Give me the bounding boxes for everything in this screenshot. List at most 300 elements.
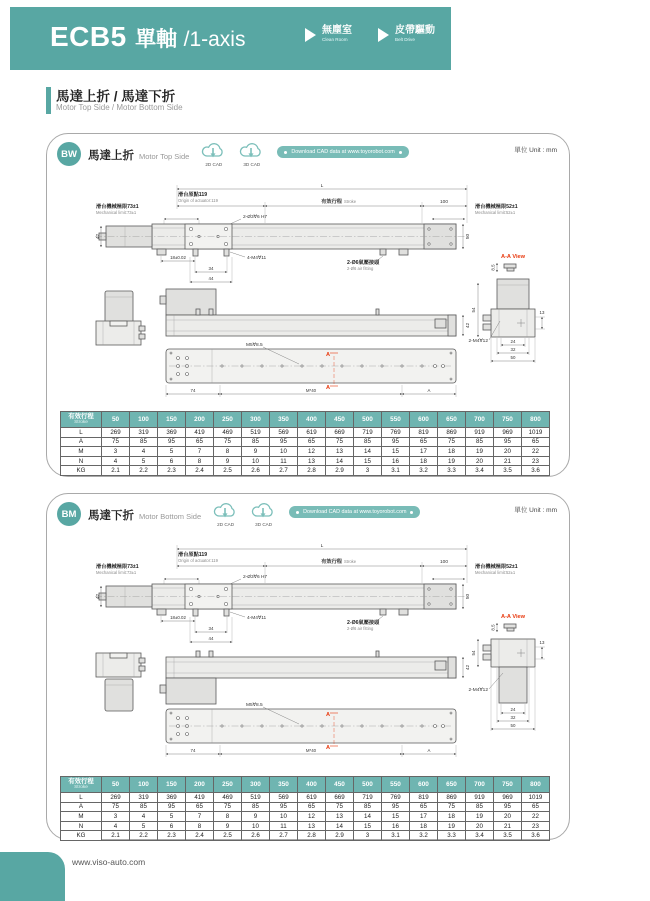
table-cell: 65 bbox=[522, 802, 550, 812]
table-cell: 819 bbox=[410, 793, 438, 803]
table-cell: 75 bbox=[438, 437, 466, 447]
limit-right-zh: 滑台機械極限52±1 bbox=[475, 564, 518, 570]
table-cell: 2.1 bbox=[102, 466, 130, 476]
table-row bbox=[61, 456, 550, 466]
panel-title bbox=[88, 507, 201, 523]
table-cell: 919 bbox=[466, 428, 494, 438]
table-row bbox=[61, 831, 550, 841]
table-cell: 20 bbox=[494, 812, 522, 822]
row-label: A bbox=[61, 802, 102, 812]
table-cell: 17 bbox=[410, 812, 438, 822]
aa-section-view bbox=[468, 614, 545, 731]
stroke-value-header: 250 bbox=[214, 412, 242, 428]
air-fitting-en: 2-Ø6 air fitting bbox=[347, 626, 374, 631]
table-cell: 85 bbox=[354, 802, 382, 812]
table-cell: 16 bbox=[382, 821, 410, 831]
dim-74: 74 bbox=[190, 388, 196, 393]
stroke-value-header: 600 bbox=[410, 412, 438, 428]
hole-callout: 2-Ø3∀6 H7 bbox=[243, 575, 268, 580]
table-cell: 15 bbox=[354, 821, 382, 831]
row-label: KG bbox=[61, 466, 102, 476]
table-cell: 269 bbox=[102, 793, 130, 803]
table-row bbox=[61, 466, 550, 476]
table-cell: 869 bbox=[438, 793, 466, 803]
table-cell: 65 bbox=[522, 437, 550, 447]
table-cell: 18 bbox=[410, 456, 438, 466]
origin-label-zh: 滑台原點119 bbox=[178, 552, 208, 558]
table-cell: 75 bbox=[214, 802, 242, 812]
bottom-view bbox=[166, 702, 456, 757]
stroke-header-cell bbox=[61, 777, 102, 793]
table-cell: 7 bbox=[186, 447, 214, 457]
section-mark-a: A bbox=[326, 352, 331, 358]
table-cell: 10 bbox=[242, 821, 270, 831]
table-cell: 23 bbox=[522, 456, 550, 466]
dim-32: 32 bbox=[510, 347, 516, 352]
cad-label: 2D CAD bbox=[205, 162, 223, 167]
stroke-spec-table bbox=[60, 776, 550, 841]
stroke-label-en: Stroke bbox=[344, 559, 357, 564]
row-label: KG bbox=[61, 831, 102, 841]
table-cell: 75 bbox=[438, 802, 466, 812]
stroke-value-header: 200 bbox=[186, 412, 214, 428]
table-cell: 13 bbox=[298, 456, 326, 466]
limit-left-zh: 滑台機械極限73±1 bbox=[96, 564, 139, 570]
table-cell: 6 bbox=[158, 456, 186, 466]
air-fitting-zh: 2-Ø6氣壓接頭 bbox=[347, 620, 380, 626]
table-cell: 3.2 bbox=[410, 831, 438, 841]
table-cell: 5 bbox=[130, 821, 158, 831]
table-cell: 11 bbox=[270, 456, 298, 466]
table-cell: 769 bbox=[382, 428, 410, 438]
cad-2d-download[interactable] bbox=[212, 501, 239, 527]
table-cell: 65 bbox=[186, 802, 214, 812]
table-cell: 22 bbox=[522, 447, 550, 457]
cloud-download-icon bbox=[212, 501, 239, 521]
stroke-value-header: 300 bbox=[242, 412, 270, 428]
table-cell: 18 bbox=[438, 812, 466, 822]
table-cell: 3 bbox=[102, 447, 130, 457]
product-banner bbox=[10, 7, 451, 70]
table-cell: 1019 bbox=[522, 793, 550, 803]
plan-view-dimensions bbox=[96, 183, 518, 230]
table-cell: 95 bbox=[382, 802, 410, 812]
table-cell: 19 bbox=[438, 821, 466, 831]
stroke-value-header: 450 bbox=[326, 412, 354, 428]
table-cell: 18 bbox=[410, 821, 438, 831]
row-label: L bbox=[61, 793, 102, 803]
bottom-view bbox=[166, 342, 456, 397]
section-mark-a: A bbox=[326, 712, 331, 718]
origin-label-en: Origin of actuator:119 bbox=[178, 558, 218, 563]
dim-L: L bbox=[320, 544, 324, 549]
stroke-value-header: 250 bbox=[214, 777, 242, 793]
stroke-spec-table bbox=[60, 411, 550, 476]
stroke-header-zh: 有效行程 bbox=[68, 413, 94, 420]
row-label: L bbox=[61, 428, 102, 438]
table-cell: 269 bbox=[102, 428, 130, 438]
dim-m40: M*40 bbox=[305, 388, 317, 393]
dim-34: 34 bbox=[208, 626, 214, 631]
panel-motor-bottom bbox=[46, 493, 570, 840]
table-row bbox=[61, 447, 550, 457]
side-screws-callout: 2-M4∀12 bbox=[468, 688, 488, 693]
table-cell: 14 bbox=[354, 812, 382, 822]
dim-74: 74 bbox=[190, 748, 196, 753]
dim-13: 13 bbox=[539, 310, 545, 315]
screws-callout: 4-M4∀11 bbox=[247, 616, 267, 621]
table-cell: 20 bbox=[494, 447, 522, 457]
stroke-value-header: 600 bbox=[410, 777, 438, 793]
table-cell: 2.4 bbox=[186, 831, 214, 841]
stroke-value-header: 150 bbox=[158, 777, 186, 793]
section-subtitle: Motor Top Side / Motor Bottom Side bbox=[56, 103, 183, 112]
table-cell: 9 bbox=[242, 447, 270, 457]
table-cell: 869 bbox=[438, 428, 466, 438]
table-cell: 13 bbox=[326, 447, 354, 457]
table-cell: 13 bbox=[298, 821, 326, 831]
dim-42: 42 bbox=[96, 233, 101, 240]
table-cell: 369 bbox=[158, 428, 186, 438]
dim-L: L bbox=[320, 184, 324, 189]
end-view bbox=[96, 653, 145, 711]
table-cell: 20 bbox=[466, 821, 494, 831]
table-cell: 8 bbox=[214, 447, 242, 457]
section-mark-a: A bbox=[326, 745, 331, 751]
stroke-value-header: 550 bbox=[382, 777, 410, 793]
stroke-value-header: 350 bbox=[270, 412, 298, 428]
dim-18: 18±0.02 bbox=[170, 615, 186, 620]
website-url: www.viso-auto.com bbox=[72, 857, 146, 867]
table-cell: 95 bbox=[270, 437, 298, 447]
stroke-value-header: 150 bbox=[158, 412, 186, 428]
table-cell: 3.4 bbox=[466, 466, 494, 476]
table-cell: 3.1 bbox=[382, 831, 410, 841]
table-cell: 2.9 bbox=[326, 831, 354, 841]
panel-header bbox=[57, 502, 557, 527]
stroke-header-zh: 有效行程 bbox=[68, 778, 94, 785]
panel-motor-top bbox=[46, 133, 570, 477]
table-row bbox=[61, 793, 550, 803]
table-cell: 8 bbox=[186, 456, 214, 466]
table-cell: 3.5 bbox=[494, 466, 522, 476]
stroke-value-header: 800 bbox=[522, 412, 550, 428]
origin-label-zh: 滑台原點119 bbox=[178, 192, 208, 198]
limit-left-en: Mechanical limit:73±1 bbox=[96, 210, 137, 215]
table-cell: 4 bbox=[102, 456, 130, 466]
table-cell: 419 bbox=[186, 793, 214, 803]
table-cell: 7 bbox=[186, 812, 214, 822]
air-fitting-zh: 2-Ø6氣壓接頭 bbox=[347, 260, 380, 266]
table-cell: 11 bbox=[270, 821, 298, 831]
table-cell: 319 bbox=[130, 793, 158, 803]
panel-title-en: Motor Bottom Side bbox=[139, 512, 202, 521]
table-cell: 2.1 bbox=[102, 831, 130, 841]
dim-a: A bbox=[427, 748, 431, 753]
stroke-value-header: 800 bbox=[522, 777, 550, 793]
table-cell: 85 bbox=[466, 802, 494, 812]
origin-label-en: Origin of actuator:119 bbox=[178, 198, 218, 203]
table-cell: 3 bbox=[354, 831, 382, 841]
table-cell: 519 bbox=[242, 428, 270, 438]
stroke-header-en: Stroke bbox=[74, 420, 88, 425]
table-cell: 2.7 bbox=[270, 831, 298, 841]
technical-drawing-motor-top bbox=[47, 179, 571, 401]
table-header-row bbox=[61, 412, 550, 428]
table-cell: 14 bbox=[326, 821, 354, 831]
cad-label: 3D CAD bbox=[243, 162, 261, 167]
stroke-value-header: 50 bbox=[102, 777, 130, 793]
stroke-value-header: 350 bbox=[270, 777, 298, 793]
table-cell: 14 bbox=[326, 456, 354, 466]
table-cell: 95 bbox=[158, 437, 186, 447]
table-cell: 75 bbox=[326, 802, 354, 812]
table-cell: 3.5 bbox=[494, 831, 522, 841]
table-cell: 2.8 bbox=[298, 466, 326, 476]
table-row bbox=[61, 812, 550, 822]
cloud-download-icon bbox=[250, 501, 277, 521]
stroke-header-en: Stroke bbox=[74, 785, 88, 790]
row-label: M bbox=[61, 447, 102, 457]
table-cell: 95 bbox=[382, 437, 410, 447]
download-text: Download CAD data at www.toyorobot.com bbox=[291, 149, 395, 155]
table-cell: 75 bbox=[102, 802, 130, 812]
side-view bbox=[160, 651, 471, 704]
cloud-download-icon bbox=[238, 141, 265, 161]
table-cell: 95 bbox=[158, 802, 186, 812]
table-cell: 15 bbox=[382, 447, 410, 457]
aa-view-label: A-A View bbox=[501, 614, 525, 620]
table-cell: 95 bbox=[494, 437, 522, 447]
panel-badge: BW bbox=[57, 142, 81, 166]
row-label: M bbox=[61, 812, 102, 822]
section-title: 馬達上折 / 馬達下折 bbox=[56, 89, 176, 104]
table-cell: 3 bbox=[102, 812, 130, 822]
unit-label: 單位 Unit : mm bbox=[514, 147, 557, 154]
table-cell: 19 bbox=[466, 447, 494, 457]
limit-right-zh: 滑台機械極限52±1 bbox=[475, 204, 518, 210]
feature-label-zh: 皮帶驅動 bbox=[395, 25, 435, 36]
table-cell: 65 bbox=[298, 437, 326, 447]
table-cell: 2.2 bbox=[130, 466, 158, 476]
stroke-label-en: Stroke bbox=[344, 199, 357, 204]
stroke-value-header: 500 bbox=[354, 777, 382, 793]
stroke-label-zh: 有效行程 bbox=[321, 559, 342, 565]
limit-right-en: Mechanical limit:52±1 bbox=[475, 210, 516, 215]
limit-left-en: Mechanical limit:73±1 bbox=[96, 570, 137, 575]
feature-list bbox=[305, 25, 435, 43]
thread-callout: M5∀8.5 bbox=[246, 703, 263, 708]
stroke-value-header: 400 bbox=[298, 412, 326, 428]
table-row bbox=[61, 821, 550, 831]
product-type-en: /1-axis bbox=[183, 28, 246, 51]
table-cell: 85 bbox=[242, 437, 270, 447]
table-cell: 469 bbox=[214, 793, 242, 803]
feature-label-en: Clean Room bbox=[322, 37, 348, 42]
table-cell: 16 bbox=[382, 456, 410, 466]
table-cell: 65 bbox=[410, 802, 438, 812]
table-cell: 669 bbox=[326, 793, 354, 803]
table-cell: 3.6 bbox=[522, 466, 550, 476]
table-cell: 3.2 bbox=[410, 466, 438, 476]
stroke-value-header: 100 bbox=[130, 412, 158, 428]
cad-3d-download[interactable] bbox=[250, 501, 277, 527]
panel-title-zh: 馬達下折 bbox=[88, 510, 134, 522]
table-cell: 3 bbox=[354, 466, 382, 476]
table-cell: 85 bbox=[242, 802, 270, 812]
panel-header bbox=[57, 142, 557, 167]
stroke-value-header: 650 bbox=[438, 777, 466, 793]
table-cell: 5 bbox=[158, 812, 186, 822]
table-cell: 3.3 bbox=[438, 831, 466, 841]
stroke-value-header: 200 bbox=[186, 777, 214, 793]
table-cell: 469 bbox=[214, 428, 242, 438]
table-cell: 569 bbox=[270, 793, 298, 803]
limit-right-en: Mechanical limit:52±1 bbox=[475, 570, 516, 575]
table-cell: 85 bbox=[130, 802, 158, 812]
end-view bbox=[96, 291, 145, 345]
hole-callout: 2-Ø3∀6 H7 bbox=[243, 215, 268, 220]
table-cell: 65 bbox=[186, 437, 214, 447]
table-cell: 3.4 bbox=[466, 831, 494, 841]
panel-title-zh: 馬達上折 bbox=[88, 150, 134, 162]
table-cell: 2.6 bbox=[242, 831, 270, 841]
table-cell: 95 bbox=[270, 802, 298, 812]
aa-view-label: A-A View bbox=[501, 254, 525, 260]
table-cell: 319 bbox=[130, 428, 158, 438]
table-cell: 719 bbox=[354, 793, 382, 803]
dim-50: 50 bbox=[466, 593, 471, 600]
dim-24: 24 bbox=[510, 707, 516, 712]
stroke-value-header: 700 bbox=[466, 777, 494, 793]
table-cell: 419 bbox=[186, 428, 214, 438]
table-cell: 3.1 bbox=[382, 466, 410, 476]
table-cell: 18 bbox=[438, 447, 466, 457]
table-cell: 2.8 bbox=[298, 831, 326, 841]
stroke-header-cell bbox=[61, 412, 102, 428]
panel-title-en: Motor Top Side bbox=[139, 152, 190, 161]
table-cell: 2.3 bbox=[158, 831, 186, 841]
table-cell: 2.7 bbox=[270, 466, 298, 476]
dim-32: 32 bbox=[510, 715, 516, 720]
plan-view-dimensions bbox=[96, 543, 518, 590]
table-cell: 369 bbox=[158, 793, 186, 803]
table-cell: 969 bbox=[494, 793, 522, 803]
product-model: ECB5 bbox=[50, 21, 127, 52]
stroke-value-header: 650 bbox=[438, 412, 466, 428]
table-cell: 769 bbox=[382, 793, 410, 803]
table-body bbox=[61, 428, 550, 476]
table-cell: 2.9 bbox=[326, 466, 354, 476]
table-cell: 21 bbox=[494, 821, 522, 831]
table-cell: 13 bbox=[326, 812, 354, 822]
table-cell: 4 bbox=[130, 812, 158, 822]
download-cad-link[interactable] bbox=[289, 506, 420, 518]
section-mark-a: A bbox=[326, 385, 331, 391]
table-cell: 5 bbox=[158, 447, 186, 457]
table-cell: 9 bbox=[214, 456, 242, 466]
table-cell: 12 bbox=[298, 447, 326, 457]
cad-3d-download[interactable] bbox=[238, 141, 265, 167]
side-screws-callout: 2-M4∀12 bbox=[468, 339, 488, 344]
panel-title bbox=[88, 147, 189, 163]
dim-42: 42 bbox=[96, 593, 101, 600]
dim-42-side: 42 bbox=[466, 322, 471, 329]
table-head bbox=[61, 412, 550, 428]
side-view bbox=[160, 289, 471, 336]
table-cell: 95 bbox=[494, 802, 522, 812]
download-cad-link[interactable] bbox=[277, 146, 408, 158]
table-cell: 2.6 bbox=[242, 466, 270, 476]
panel-badge: BM bbox=[57, 502, 81, 526]
dim-8-5: 8.5 bbox=[490, 264, 496, 271]
dim-42-side: 42 bbox=[466, 664, 471, 671]
dim-50-bottom: 50 bbox=[510, 723, 516, 728]
table-cell: 65 bbox=[410, 437, 438, 447]
dim-44: 44 bbox=[208, 636, 214, 641]
table-cell: 3.6 bbox=[522, 831, 550, 841]
dim-24: 24 bbox=[510, 339, 516, 344]
stroke-value-header: 750 bbox=[494, 412, 522, 428]
table-cell: 17 bbox=[410, 447, 438, 457]
stroke-value-header: 550 bbox=[382, 412, 410, 428]
pill-dot bbox=[296, 511, 299, 514]
technical-drawing-motor-bottom bbox=[47, 539, 571, 761]
feature-label-zh: 無塵室 bbox=[322, 25, 352, 36]
table-cell: 969 bbox=[494, 428, 522, 438]
product-type-zh: 單軸 bbox=[135, 28, 178, 51]
table-cell: 23 bbox=[522, 821, 550, 831]
table-cell: 85 bbox=[130, 437, 158, 447]
dim-50: 50 bbox=[466, 233, 471, 240]
table-cell: 9 bbox=[214, 821, 242, 831]
table-cell: 4 bbox=[130, 447, 158, 457]
dim-50-bottom: 50 bbox=[510, 355, 516, 360]
table-cell: 19 bbox=[466, 812, 494, 822]
table-cell: 569 bbox=[270, 428, 298, 438]
dim-54: 54 bbox=[471, 307, 476, 313]
cad-2d-download[interactable] bbox=[200, 141, 227, 167]
unit-label: 單位 Unit : mm bbox=[514, 507, 557, 514]
table-cell: 21 bbox=[494, 456, 522, 466]
dim-a: A bbox=[427, 388, 431, 393]
table-cell: 5 bbox=[130, 456, 158, 466]
table-cell: 14 bbox=[354, 447, 382, 457]
stroke-value-header: 100 bbox=[130, 777, 158, 793]
table-cell: 919 bbox=[466, 793, 494, 803]
dim-18: 18±0.02 bbox=[170, 255, 186, 260]
air-fitting-en: 2-Ø6 air fitting bbox=[347, 266, 374, 271]
table-cell: 3.3 bbox=[438, 466, 466, 476]
plan-view bbox=[95, 224, 471, 283]
table-cell: 65 bbox=[298, 802, 326, 812]
row-label: N bbox=[61, 456, 102, 466]
stroke-value-header: 450 bbox=[326, 777, 354, 793]
pill-dot bbox=[410, 511, 413, 514]
table-cell: 20 bbox=[466, 456, 494, 466]
row-label: A bbox=[61, 437, 102, 447]
table-cell: 12 bbox=[298, 812, 326, 822]
stroke-value-header: 300 bbox=[242, 777, 270, 793]
table-cell: 2.5 bbox=[214, 466, 242, 476]
table-cell: 85 bbox=[354, 437, 382, 447]
row-label: N bbox=[61, 821, 102, 831]
triangle-icon bbox=[305, 28, 316, 42]
table-cell: 2.5 bbox=[214, 831, 242, 841]
feature-label-en: Belt Drive bbox=[395, 37, 415, 42]
dim-100: 100 bbox=[439, 560, 449, 565]
thread-callout: M5∀8.5 bbox=[246, 343, 263, 348]
